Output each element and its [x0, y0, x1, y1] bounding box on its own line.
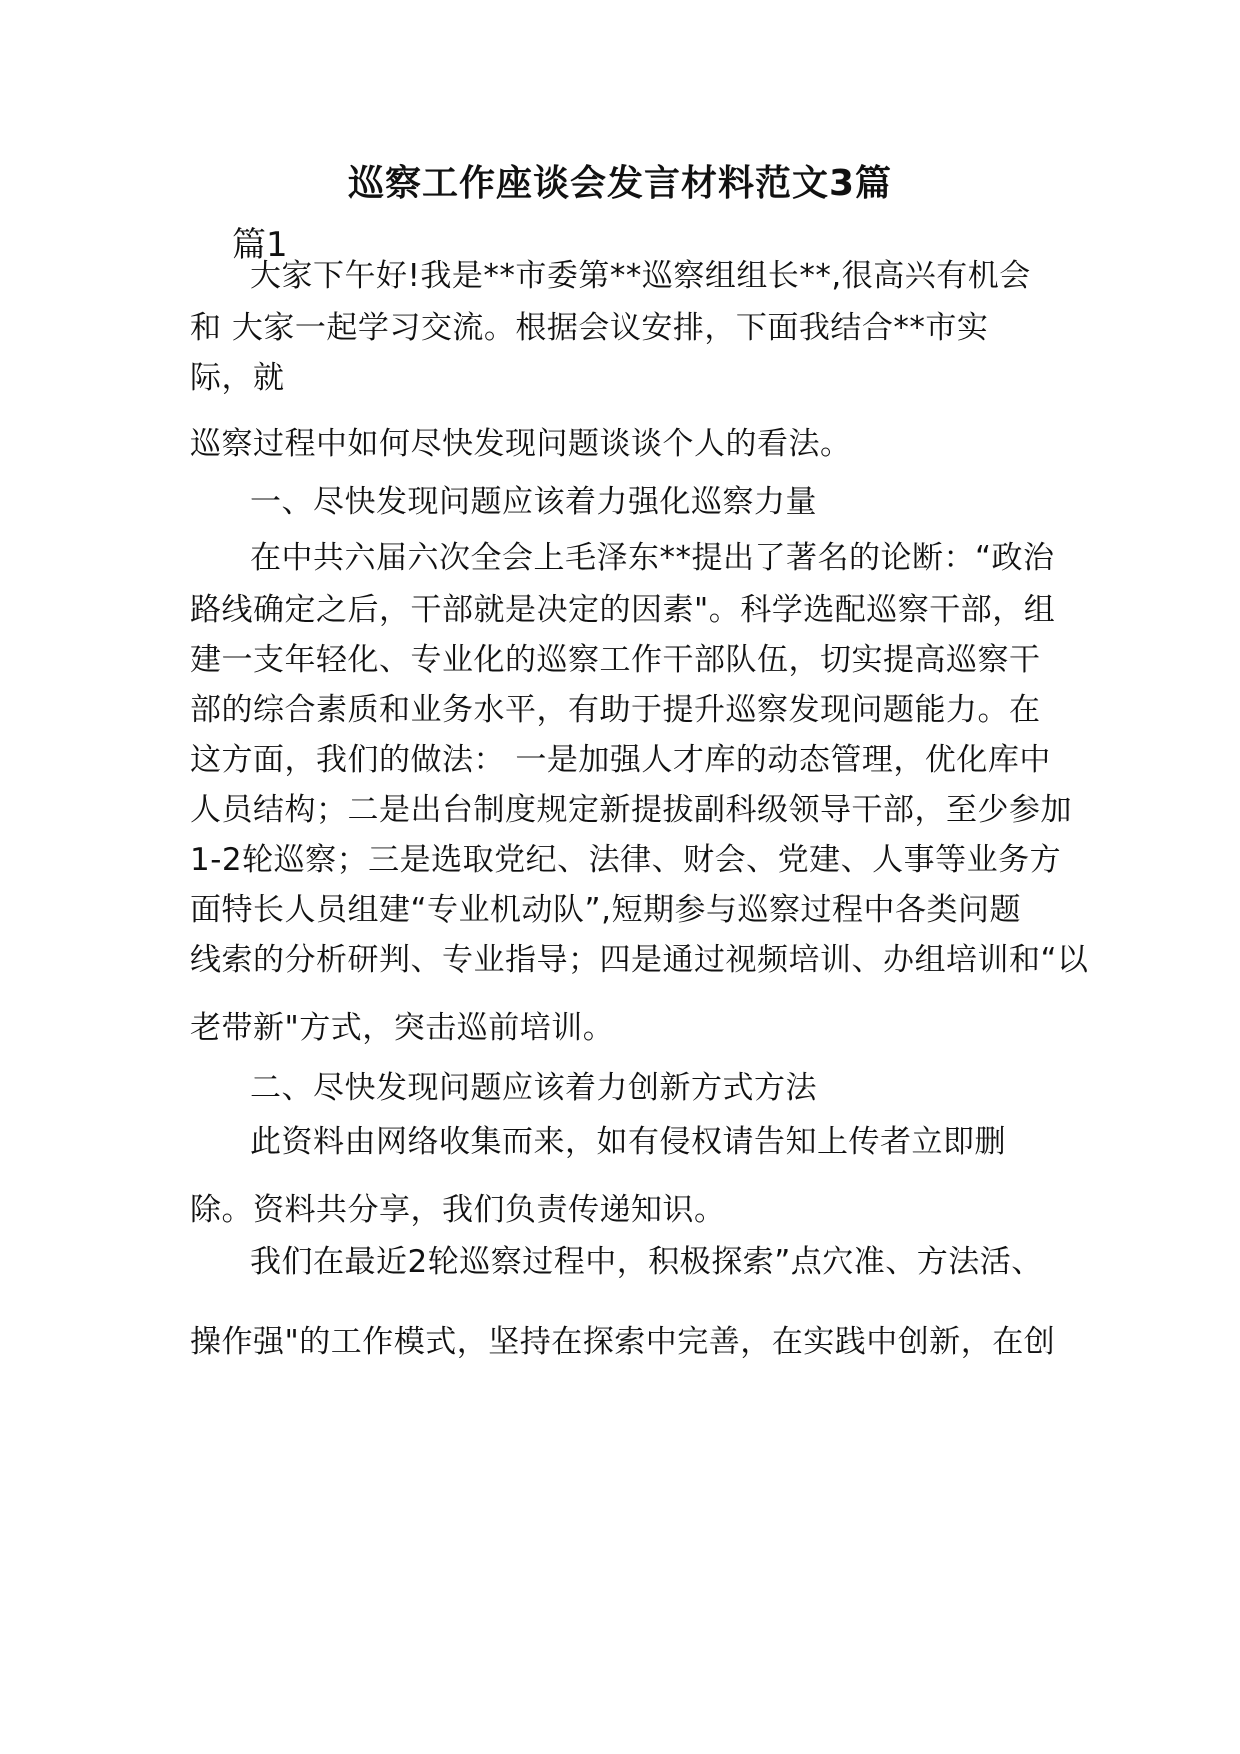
section-heading: 一、尽快发现问题应该着力强化巡察力量: [250, 484, 817, 520]
paragraph-line: 我们在最近2轮巡察过程中，积极探索”点穴准、方法活、: [250, 1244, 1043, 1280]
paragraph-line: 巡察过程中如何尽快发现问题谈谈个人的看法。: [190, 426, 852, 462]
paragraph-line: 1-2轮巡察；三是选取党纪、法律、财会、党建、人事等业务方: [190, 842, 1062, 878]
paragraph-line: 除。资料共分享，我们负责传递知识。: [190, 1192, 726, 1228]
paragraph-line: 老带新"方式，突击巡前培训。: [190, 1010, 615, 1046]
paragraph-line: 际，就: [190, 360, 285, 396]
paragraph-line: 这方面，我们的做法： 一是加强人才库的动态管理，优化库中: [190, 742, 1051, 778]
document-title: 巡察工作座谈会发言材料范文3篇: [347, 163, 893, 204]
paragraph-line: 和 大家一起学习交流。根据会议安排，下面我结合**市实: [190, 310, 989, 346]
paragraph-line: 操作强"的工作模式，坚持在探索中完善，在实践中创新，在创: [190, 1324, 1056, 1360]
paragraph-line: 人员结构；二是出台制度规定新提拔副科级领导干部，至少参加: [190, 792, 1072, 828]
paragraph-line: 大家下午好!我是**市委第**巡察组组长**,很高兴有机会: [250, 258, 1031, 294]
chapter-heading: 篇1: [232, 225, 288, 265]
paragraph-line: 此资料由网络收集而来，如有侵权请告知上传者立即删: [250, 1124, 1006, 1160]
section-heading: 二、尽快发现问题应该着力创新方式方法: [250, 1070, 817, 1106]
paragraph-line: 部的综合素质和业务水平，有助于提升巡察发现问题能力。在: [190, 692, 1041, 728]
paragraph-line: 在中共六届六次全会上毛泽东**提出了著名的论断：“政治: [250, 540, 1055, 576]
paragraph-line: 线索的分析研判、专业指导；四是通过视频培训、办组培训和“以: [190, 942, 1089, 978]
paragraph-line: 面特长人员组建“专业机动队”,短期参与巡察过程中各类问题: [190, 892, 1021, 928]
paragraph-line: 建一支年轻化、专业化的巡察工作干部队伍，切实提高巡察干: [190, 642, 1041, 678]
paragraph-line: 路线确定之后，干部就是决定的因素"。科学选配巡察干部，组: [190, 592, 1056, 628]
